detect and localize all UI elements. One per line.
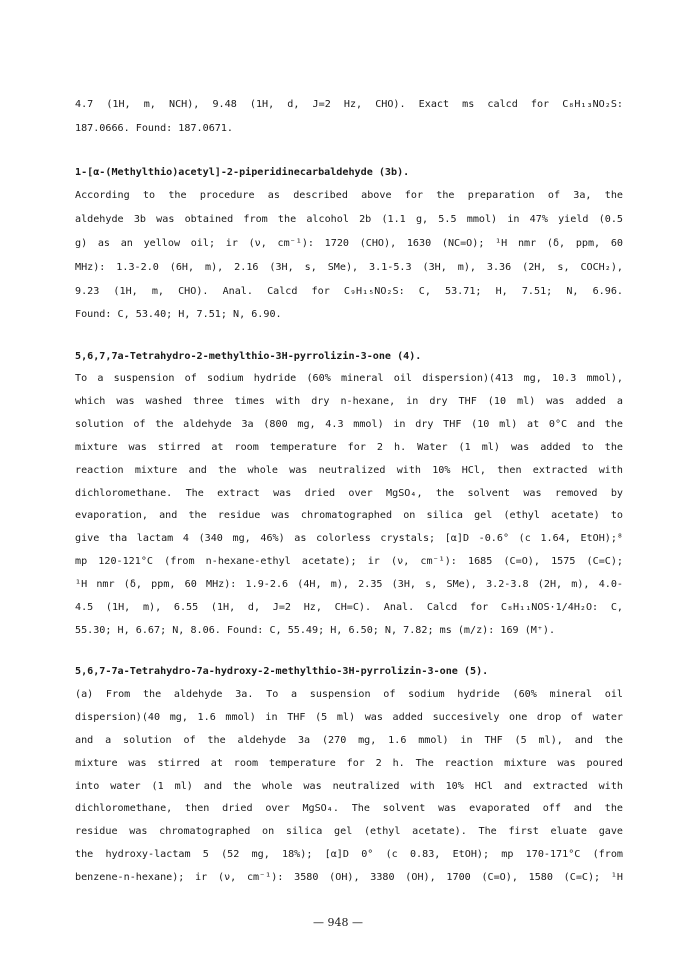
text-line: evaporation, and the residue was chromatographed on silica gel (ethyl acetate) to bbox=[75, 510, 623, 521]
text-line: aldehyde 3b was obtained from the alcohol 2b (1.1 g, 5.5 mmol) in 47% yield (0.5 bbox=[75, 214, 623, 225]
text-line: 9.23 (1H, m, CHO). Anal. Calcd for C₉H₁₅NO₂S: C, 53.71; H, 7.51; N, 6.96. bbox=[75, 286, 623, 297]
page-number: — 948 — bbox=[313, 916, 363, 929]
text-line: 4.5 (1H, m), 6.55 (1H, d, J=2 Hz, CH=C). Anal. Calcd for C₈H₁₁NOS·1/4H₂O: C, bbox=[75, 602, 623, 613]
text-line: 4.7 (1H, m, NCH), 9.48 (1H, d, J=2 Hz, CHO). Exact ms calcd for C₈H₁₃NO₂S: bbox=[75, 99, 623, 110]
text-line: mixture was stirred at room temperature for 2 h. The reaction mixture was poured bbox=[75, 758, 623, 769]
text-line: reaction mixture and the whole was neutralized with 10% HCl, then extracted with bbox=[75, 465, 623, 476]
text-line: and a solution of the aldehyde 3a (270 mg, 1.6 mmol) in THF (5 ml), and the bbox=[75, 735, 623, 746]
text-line: g) as an yellow oil; ir (ν, cm⁻¹): 1720 (CHO), 1630 (NC=O); ¹H nmr (δ, ppm, 60 bbox=[75, 238, 623, 249]
text-line: 187.0666. Found: 187.0671. bbox=[75, 123, 234, 134]
text-line: mp 120-121°C (from n-hexane-ethyl acetate); ir (ν, cm⁻¹): 1685 (C=O), 1575 (C=C); bbox=[75, 556, 623, 567]
text-line: MHz): 1.3-2.0 (6H, m), 2.16 (3H, s, SMe), 3.1-5.3 (3H, m), 3.36 (2H, s, COCH₂), bbox=[75, 262, 623, 273]
text-line: dichloromethane. The extract was dried over MgSO₄, the solvent was removed by bbox=[75, 488, 623, 499]
text-line: dispersion)(40 mg, 1.6 mmol) in THF (5 ml) was added succesively one drop of water bbox=[75, 712, 623, 723]
text-line: benzene-n-hexane); ir (ν, cm⁻¹): 3580 (OH), 3380 (OH), 1700 (C=O), 1580 (C=C); ¹H bbox=[75, 872, 623, 883]
section-heading: 1-[α-(Methylthio)acetyl]-2-piperidinecarbaldehyde (3b). bbox=[75, 167, 410, 178]
text-line: into water (1 ml) and the whole was neutralized with 10% HCl and extracted with bbox=[75, 781, 623, 792]
text-line: To a suspension of sodium hydride (60% mineral oil dispersion)(413 mg, 10.3 mmol), bbox=[75, 373, 623, 384]
text-line: 55.30; H, 6.67; N, 8.06. Found: C, 55.49; H, 6.50; N, 7.82; ms (m/z): 169 (M⁺). bbox=[75, 625, 556, 636]
text-line: According to the procedure as described above for the preparation of 3a, the bbox=[75, 190, 623, 201]
text-line: dichloromethane, then dried over MgSO₄. The solvent was evaporated off and the bbox=[75, 803, 623, 814]
text-line: (a) From the aldehyde 3a. To a suspension of sodium hydride (60% mineral oil bbox=[75, 689, 623, 700]
text-line: mixture was stirred at room temperature for 2 h. Water (1 ml) was added to the bbox=[75, 442, 623, 453]
text-line: which was washed three times with dry n-hexane, in dry THF (10 ml) was added a bbox=[75, 396, 623, 407]
section-heading: 5,6,7,7a-Tetrahydro-2-methylthio-3H-pyrrolizin-3-one (4). bbox=[75, 351, 422, 362]
text-line: give tha lactam 4 (340 mg, 46%) as colorless crystals; [α]D -0.6° (c 1.64, EtOH);⁸ bbox=[75, 533, 623, 544]
text-line: ¹H nmr (δ, ppm, 60 MHz): 1.9-2.6 (4H, m), 2.35 (3H, s, SMe), 3.2-3.8 (2H, m), 4.0- bbox=[75, 579, 623, 590]
text-line: the hydroxy-lactam 5 (52 mg, 18%); [α]D 0° (c 0.83, EtOH); mp 170-171°C (from bbox=[75, 849, 623, 860]
text-line: solution of the aldehyde 3a (800 mg, 4.3 mmol) in dry THF (10 ml) at 0°C and the bbox=[75, 419, 623, 430]
text-line: residue was chromatographed on silica gel (ethyl acetate). The first eluate gave bbox=[75, 826, 623, 837]
section-heading: 5,6,7-7a-Tetrahydro-7a-hydroxy-2-methylthio-3H-pyrrolizin-3-one (5). bbox=[75, 666, 489, 677]
text-line: Found: C, 53.40; H, 7.51; N, 6.90. bbox=[75, 309, 282, 320]
